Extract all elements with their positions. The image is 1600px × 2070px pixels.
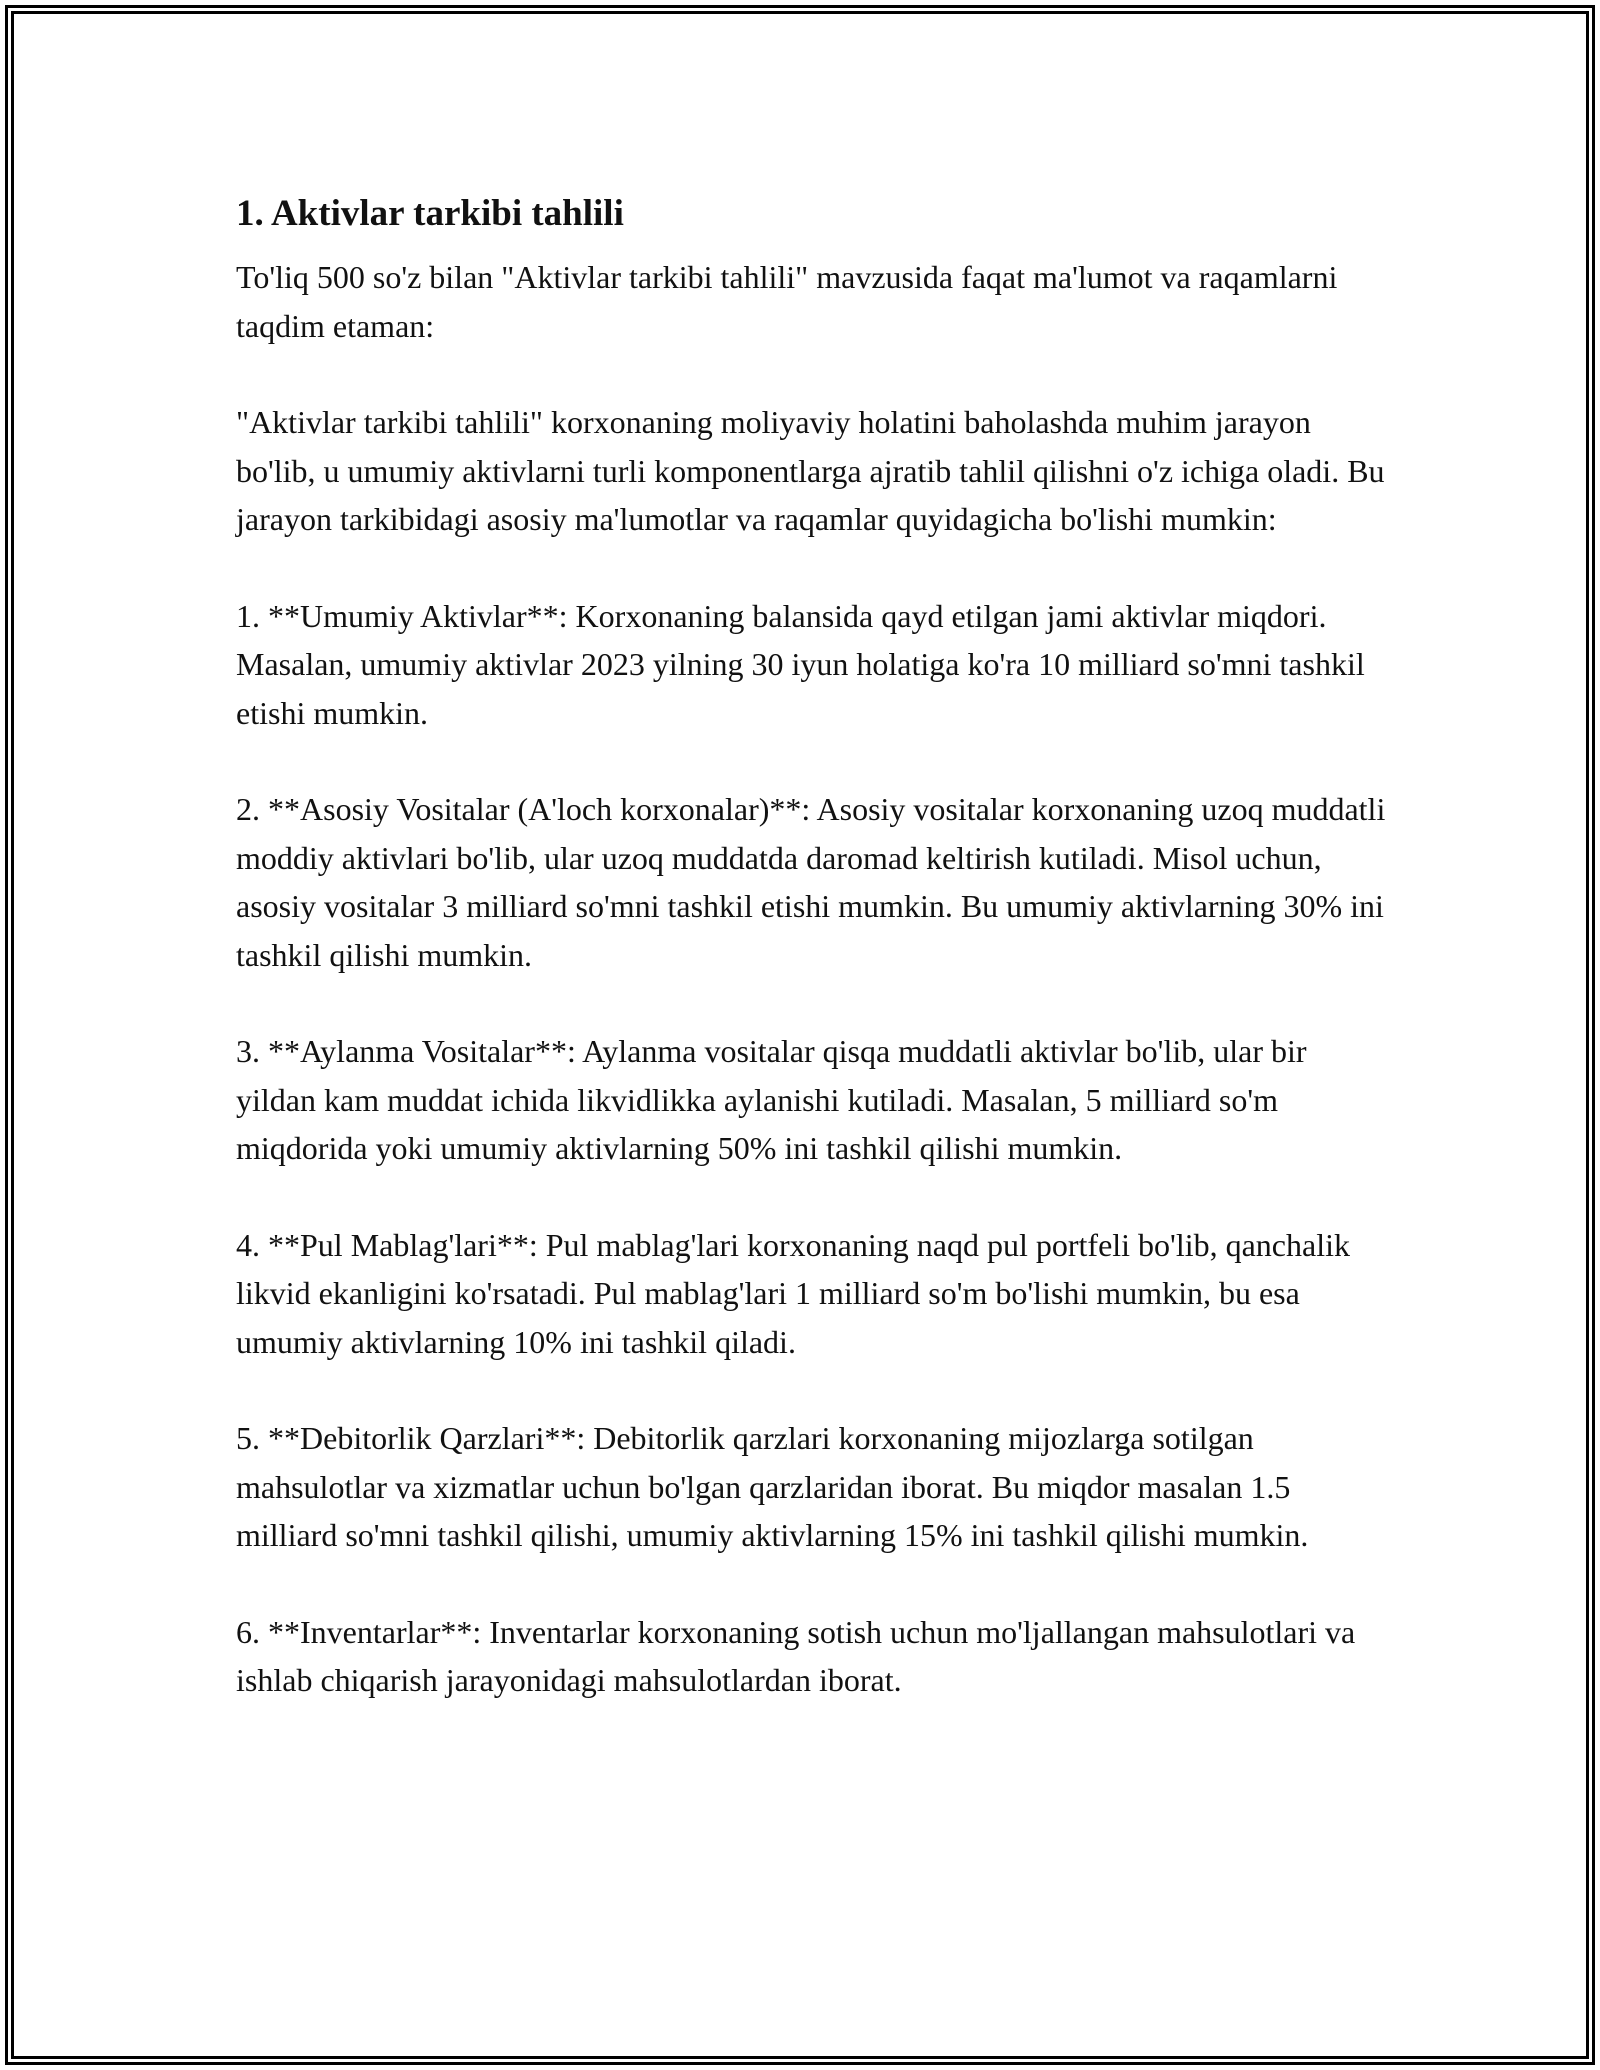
list-item-inventarlar: 6. **Inventarlar**: Inventarlar korxonaning sotish uchun mo'ljallangan mahsulotlari va ishlab chiqarish jarayonidagi mahsulotlardan iborat. xyxy=(236,1613,1356,1698)
list-item-asosiy-vositalar: 2. **Asosiy Vositalar (A'loch korxonalar)**: Asosiy vositalar korxonaning uzoq muddatli moddiy aktivlari bo'lib, ular uzoq muddatda daromad keltirish kutiladi. Misol uchun, asosiy vositalar 3 milliard so'mni tashkil etishi mumkin. Bu umumiy aktivlarning 30% ini tashkil qilishi mumkin. xyxy=(236,791,1386,973)
intro-paragraph: To'liq 500 so'z bilan "Aktivlar tarkibi tahlili" mavzusida faqat ma'lumot va raqamlarni taqdim etaman: xyxy=(236,259,1338,344)
document-body xyxy=(236,190,1386,1705)
list-item-pul-mablaglari: 4. **Pul Mablag'lari**: Pul mablag'lari korxonaning naqd pul portfeli bo'lib, qanchalik likvid ekanligini ko'rsatadi. Pul mablag'lari 1 milliard so'm bo'lishi mumkin, bu esa umumiy aktivlarning 10% ini tashkil qiladi. xyxy=(236,1226,1350,1360)
list-item-debitorlik-qarzlari: 5. **Debitorlik Qarzlari**: Debitorlik qarzlari korxonaning mijozlarga sotilgan mahsulotlar va xizmatlar uchun bo'lgan qarzlaridan iborat. Bu miqdor masalan 1.5 milliard so'mni tashkil qilishi, umumiy aktivlarning 15% ini tashkil qilishi mumkin. xyxy=(236,1420,1309,1553)
section-heading: 1. Aktivlar tarkibi tahlili xyxy=(236,193,624,234)
list-item-umumiy-aktivlar: 1. **Umumiy Aktivlar**: Korxonaning balansida qayd etilgan jami aktivlar miqdori. Masalan, umumiy aktivlar 2023 yilning 30 iyun holatiga ko'ra 10 milliard so'mni tashkil etishi mumkin. xyxy=(236,597,1365,731)
list-item-aylanma-vositalar: 3. **Aylanma Vositalar**: Aylanma vositalar qisqa muddatli aktivlar bo'lib, ular bir yildan kam muddat ichida likvidlikka aylanishi kutiladi. Masalan, 5 milliard so'm miqdorida yoki umumiy aktivlarning 50% ini tashkil qilishi mumkin. xyxy=(236,1033,1307,1166)
overview-paragraph: "Aktivlar tarkibi tahlili" korxonaning moliyaviy holatini baholashda muhim jarayon bo'lib, u umumiy aktivlarni turli komponentlarga ajratib tahlil qilishni o'z ichiga oladi. Bu jarayon tarkibidagi asosiy ma'lumotlar va raqamlar quyidagicha bo'lishi mumkin: xyxy=(236,404,1385,537)
